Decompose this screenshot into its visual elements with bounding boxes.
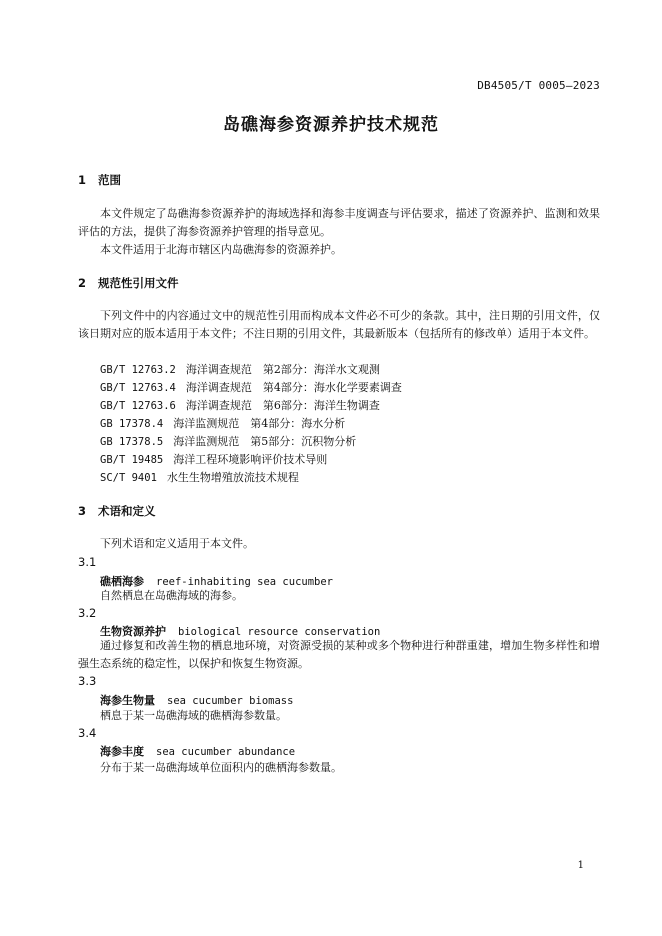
section-heading-normative (78, 275, 179, 291)
section-heading-scope (78, 172, 121, 188)
term-number: 3.1 (78, 555, 97, 569)
document-code: DB4505/T 0005—2023 (477, 79, 600, 92)
reference-title: 海洋调查规范 第4部分：海水化学要素调查 (185, 381, 402, 394)
reference-item (100, 361, 380, 377)
term-definition: 分布于某一岛礁海域单位面积内的礁栖海参数量。 (100, 761, 342, 774)
term-number: 3.4 (78, 726, 97, 740)
scope-paragraph-2: 本文件适用于北海市辖区内岛礁海参的资源养护。 (100, 243, 342, 256)
term-definition: 通过修复和改善生物的栖息地环境，对资源受损的某种或多个物种进行种群重建，增加生物多样性和增强生态系统的稳定性，以保护和恢复生物资源。 (78, 639, 600, 670)
document-title: 岛礁海参资源养护技术规范 (223, 115, 439, 135)
reference-item (100, 451, 327, 467)
reference-title: 海洋调查规范 第6部分：海洋生物调查 (185, 399, 380, 412)
term-heading (100, 692, 293, 708)
section-number: 3 (78, 504, 87, 518)
reference-code: GB/T 12763.4 (100, 382, 176, 394)
reference-item (100, 379, 402, 395)
section-heading-terms (78, 503, 156, 519)
reference-title: 海洋监测规范 第5部分：沉积物分析 (173, 435, 357, 448)
terms-intro: 下列术语和定义适用于本文件。 (100, 537, 254, 550)
reference-item (100, 397, 380, 413)
scope-paragraph-1: 本文件规定了岛礁海参资源养护的海域选择和海参丰度调查与评估要求，描述了资源养护、监测和效果评估的方法，提供了海参资源养护管理的指导意见。 (78, 207, 600, 238)
term-zh: 海参丰度 (100, 745, 144, 758)
reference-code: GB/T 12763.6 (100, 400, 176, 412)
reference-title: 水生生物增殖放流技术规程 (166, 471, 299, 484)
section-title: 规范性引用文件 (98, 276, 179, 290)
term-number: 3.3 (78, 674, 97, 688)
section-number: 2 (78, 276, 87, 290)
reference-code: GB/T 19485 (100, 454, 164, 466)
reference-item (100, 415, 345, 431)
term-zh: 生物资源养护 (100, 625, 166, 638)
reference-item (100, 433, 356, 449)
section-number: 1 (78, 173, 87, 187)
reference-title: 海洋调查规范 第2部分：海洋水文观测 (185, 363, 380, 376)
term-heading (100, 743, 295, 759)
term-en: reef-inhabiting sea cucumber (156, 576, 334, 588)
page-number: 1 (577, 860, 584, 871)
reference-title: 海洋工程环境影响评价技术导则 (173, 453, 328, 466)
reference-code: SC/T 9401 (100, 472, 157, 484)
reference-code: GB 17378.5 (100, 436, 164, 448)
reference-code: GB 17378.4 (100, 418, 164, 430)
normative-intro: 下列文件中的内容通过文中的规范性引用而构成本文件必不可少的条款。其中，注日期的引用文件，仅该日期对应的版本适用于本文件；不注日期的引用文件，其最新版本（包括所有的修改单）适用于本文件。 (78, 309, 600, 340)
section-title: 范围 (98, 173, 121, 187)
term-en: sea cucumber biomass (167, 695, 294, 707)
reference-item (100, 469, 299, 485)
term-zh: 礁栖海参 (100, 575, 144, 588)
section-title: 术语和定义 (98, 504, 156, 518)
term-definition: 自然栖息在岛礁海域的海参。 (100, 589, 243, 602)
term-en: biological resource conservation (178, 626, 381, 638)
term-number: 3.2 (78, 606, 97, 620)
term-definition: 栖息于某一岛礁海域的礁栖海参数量。 (100, 709, 287, 722)
term-en: sea cucumber abundance (156, 746, 296, 758)
reference-code: GB/T 12763.2 (100, 364, 176, 376)
reference-title: 海洋监测规范 第4部分：海水分析 (173, 417, 346, 430)
term-zh: 海参生物量 (100, 694, 155, 707)
